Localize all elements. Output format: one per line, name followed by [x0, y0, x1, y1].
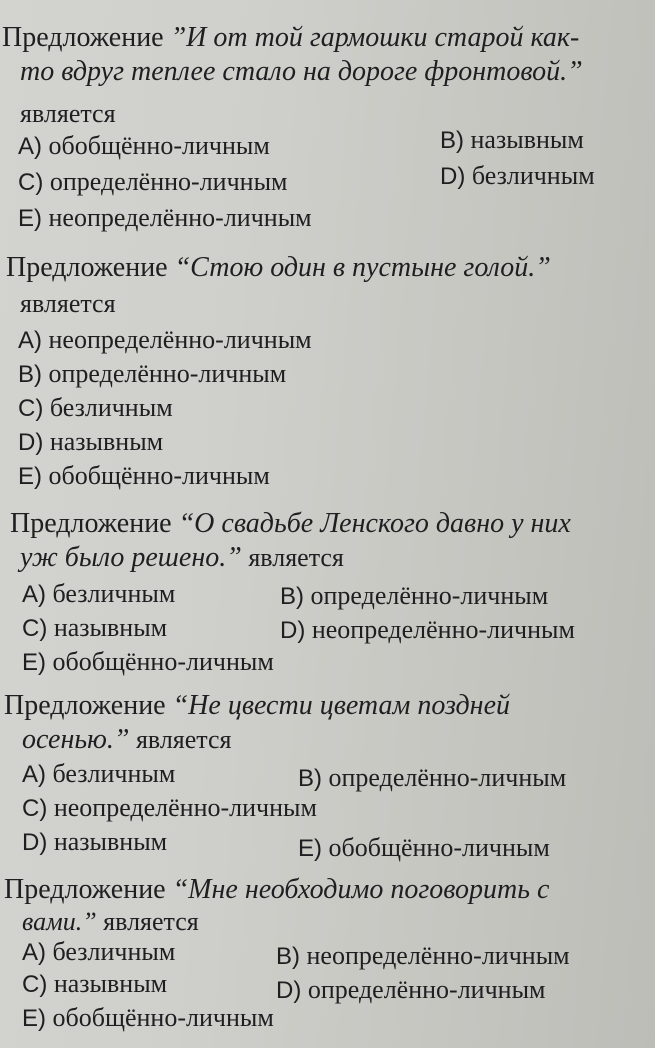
option-text: безличным: [52, 937, 176, 966]
option-letter: E): [22, 1005, 46, 1032]
question-5-line-1: [4, 874, 549, 906]
option-letter: D): [22, 829, 48, 856]
option-letter: A): [22, 761, 46, 788]
option-text: назывным: [53, 613, 168, 642]
question-5-option-c[interactable]: [22, 968, 167, 1001]
option-text: обобщённо-личным: [52, 647, 274, 676]
question-5-option-e[interactable]: [22, 1002, 274, 1035]
option-text: обобщённо-личным: [48, 461, 270, 490]
question-5-option-b[interactable]: [276, 940, 570, 973]
option-text: обобщённо-личным: [52, 1003, 274, 1032]
option-letter: C): [18, 169, 44, 196]
option-text: назывным: [53, 969, 168, 998]
option-letter: B): [280, 583, 304, 610]
option-text: обобщённо-личным: [48, 131, 270, 160]
option-letter: C): [22, 971, 48, 998]
option-text: определённо-личным: [48, 359, 287, 388]
option-text: обобщённо-личным: [328, 833, 550, 862]
question-5-prefix: Предложение: [4, 874, 173, 905]
option-letter: B): [440, 127, 464, 154]
question-2-prefix: Предложение: [6, 252, 175, 283]
option-text: безличным: [52, 579, 176, 608]
option-letter: C): [22, 795, 48, 822]
option-text: определённо-личным: [328, 763, 567, 792]
question-1-prefix: Предложение: [2, 22, 171, 53]
option-letter: D): [280, 617, 306, 644]
option-text: назывным: [470, 125, 584, 154]
question-2-option-b[interactable]: [18, 358, 286, 391]
option-letter: A): [22, 581, 46, 608]
question-3-option-b[interactable]: [280, 580, 548, 613]
question-4-option-c[interactable]: [22, 792, 317, 825]
option-letter: A): [22, 939, 46, 966]
option-letter: E): [22, 649, 46, 676]
option-letter: C): [22, 615, 48, 642]
option-letter: C): [18, 395, 44, 422]
question-4-line-1: [4, 690, 510, 722]
question-1-option-e[interactable]: [18, 202, 312, 235]
question-3-option-a[interactable]: [22, 578, 175, 611]
question-2-option-e[interactable]: [18, 460, 270, 493]
question-5-line-2: [22, 906, 199, 938]
question-1-line-1: [2, 22, 579, 54]
option-text: определённо-личным: [49, 167, 288, 196]
question-3-option-d[interactable]: [280, 614, 575, 647]
option-letter: A): [18, 327, 42, 354]
option-letter: A): [18, 133, 42, 160]
question-3-line-2: [20, 542, 344, 574]
question-4-line-2: [22, 724, 231, 756]
question-3-suffix: является: [241, 543, 344, 572]
question-2-suffix: является: [20, 289, 116, 318]
question-5-suffix: является: [96, 907, 199, 936]
question-2-line-1: [6, 252, 551, 284]
question-4-option-e[interactable]: [298, 832, 550, 865]
option-letter: D): [440, 163, 466, 190]
question-5-quote-line-1: “Мне необходимо поговорить с: [172, 874, 550, 905]
question-3-line-1: [10, 508, 571, 540]
question-3-quote-line-2: уж было решено.”: [20, 542, 242, 573]
option-letter: B): [18, 361, 42, 388]
option-letter: E): [298, 835, 322, 862]
option-text: неопределённо-личным: [306, 941, 570, 970]
question-1-option-c[interactable]: [18, 166, 288, 199]
option-letter: B): [276, 943, 300, 970]
option-text: безличным: [52, 759, 176, 788]
option-letter: E): [18, 205, 42, 232]
question-1-quote-line-1: ”И от той гармошки старой как-: [170, 22, 580, 53]
option-letter: B): [298, 765, 322, 792]
option-text: определённо-личным: [307, 975, 546, 1004]
question-4-option-b[interactable]: [298, 762, 566, 795]
question-4-option-d[interactable]: [22, 826, 167, 859]
question-1-option-d[interactable]: [440, 160, 595, 193]
question-3-option-e[interactable]: [22, 646, 274, 679]
question-2-option-a[interactable]: [18, 324, 312, 357]
question-5-option-a[interactable]: [22, 936, 175, 969]
option-text: определённо-личным: [310, 581, 549, 610]
option-text: безличным: [471, 161, 595, 190]
question-4-quote-line-2: осенью.”: [22, 724, 130, 755]
question-5-option-d[interactable]: [276, 974, 546, 1007]
question-3-option-c[interactable]: [22, 612, 167, 645]
option-text: неопределённо-личным: [48, 325, 312, 354]
question-1-quote-line-2: то вдруг теплее стало на дороге фронтовой.”: [20, 56, 583, 87]
option-text: назывным: [49, 427, 164, 456]
option-text: назывным: [53, 827, 168, 856]
question-2-option-d[interactable]: [18, 426, 163, 459]
option-text: неопределённо-личным: [53, 793, 317, 822]
question-3-prefix: Предложение: [10, 508, 179, 539]
question-4-quote-line-1: “Не цвести цветам поздней: [172, 690, 511, 721]
question-5-quote-line-2: вами.”: [22, 907, 97, 936]
question-1-suffix: является: [20, 99, 116, 128]
question-2-quote-line-1: “Стою один в пустыне голой.”: [174, 252, 551, 283]
question-1-option-a[interactable]: [18, 130, 270, 163]
question-3-quote-line-1: “О свадьбе Ленского давно у них: [178, 508, 571, 539]
option-text: неопределённо-личным: [311, 615, 575, 644]
question-2-option-c[interactable]: [18, 392, 173, 425]
question-4-option-a[interactable]: [22, 758, 175, 791]
option-letter: E): [18, 463, 42, 490]
option-text: неопределённо-личным: [48, 203, 312, 232]
question-1-option-b[interactable]: [440, 124, 584, 157]
question-4-suffix: является: [129, 725, 232, 754]
option-text: безличным: [49, 393, 173, 422]
option-letter: D): [18, 429, 44, 456]
option-letter: D): [276, 977, 302, 1004]
question-4-prefix: Предложение: [4, 690, 173, 721]
